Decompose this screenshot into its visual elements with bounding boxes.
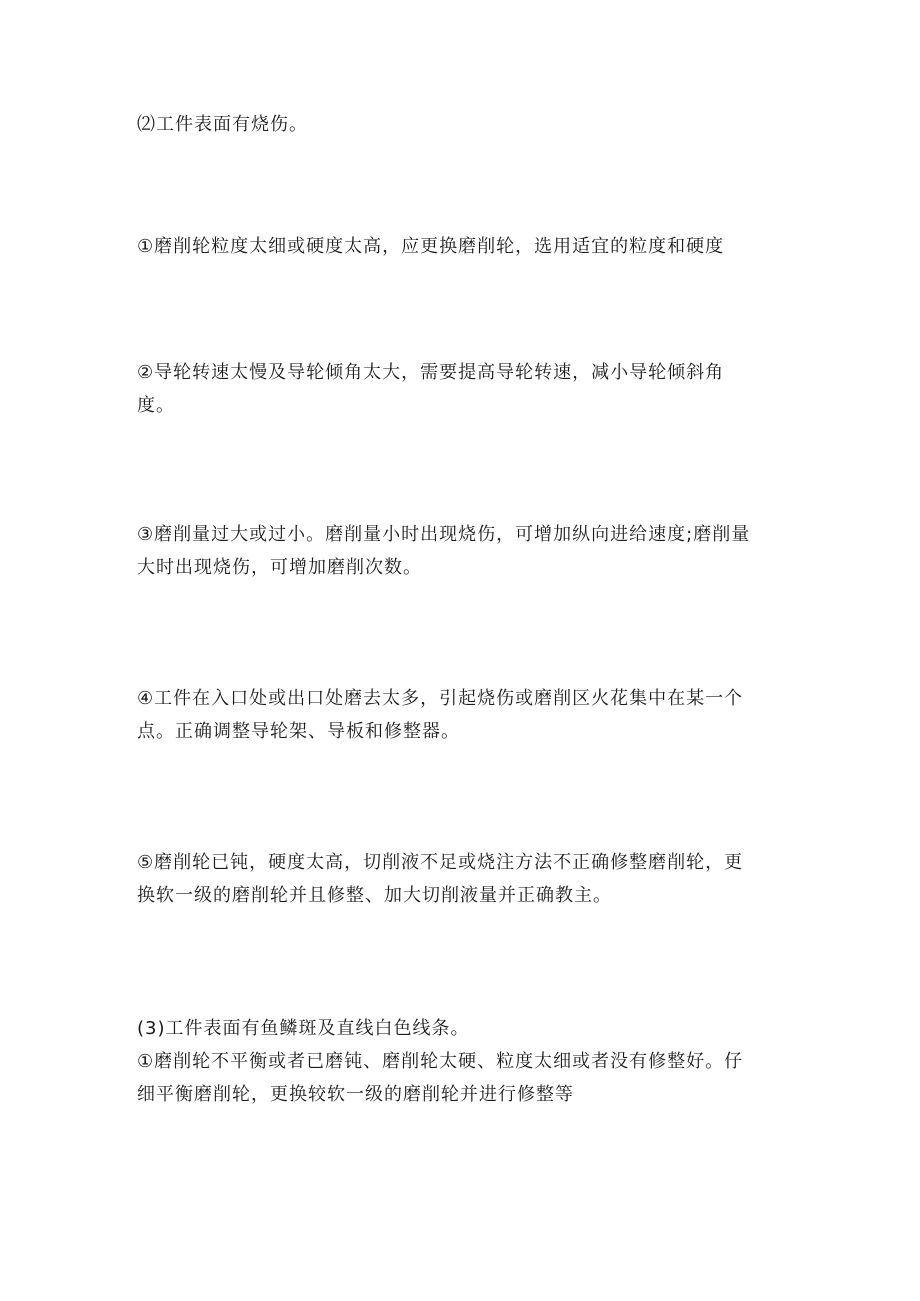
- text-line: ①磨削轮粒度太细或硬度太高，应更换磨削轮，选用适宜的粒度和硬度: [137, 236, 725, 257]
- text-line: (3)工件表面有鱼鳞斑及直线白色线条。: [137, 1018, 470, 1039]
- text-line: ①磨削轮不平衡或者已磨钝、磨削轮太硬、粒度太细或者没有修整好。仔: [137, 1051, 744, 1072]
- text-line: ⑵工件表面有烧伤。: [137, 114, 308, 135]
- text-line: ②导轮转速太慢及导轮倾角太大，需要提高导轮转速，减小导轮倾斜角: [137, 362, 725, 383]
- text-line: 换软一级的磨削轮并且修整、加大切削液量并正确教主。: [137, 885, 612, 906]
- text-line: ⑤磨削轮已钝，硬度太高，切削液不足或烧注方法不正确修整磨削轮，更: [137, 852, 744, 873]
- paragraph-item-3: [137, 518, 797, 584]
- text-line: 细平衡磨削轮，更换较软一级的磨削轮并进行修整等: [137, 1084, 574, 1105]
- text-line: 度。: [137, 395, 175, 416]
- paragraph-heading-fish-scale: [137, 1012, 797, 1111]
- text-line: ③磨削量过大或过小。磨削量小时出现烧伤，可增加纵向进给速度;磨削量: [137, 524, 751, 545]
- text-line: 点。正确调整导轮架、导板和修整器。: [137, 721, 460, 742]
- paragraph-item-5: [137, 846, 797, 912]
- paragraph-item-2: [137, 356, 797, 422]
- paragraph-item-1: [137, 230, 797, 263]
- text-line: 大时出现烧伤，可增加磨削次数。: [137, 557, 422, 578]
- paragraph-heading-burn: [137, 108, 797, 141]
- paragraph-item-4: [137, 682, 797, 748]
- text-line: ④工件在入口处或出口处磨去太多，引起烧伤或磨削区火花集中在某一个: [137, 688, 744, 709]
